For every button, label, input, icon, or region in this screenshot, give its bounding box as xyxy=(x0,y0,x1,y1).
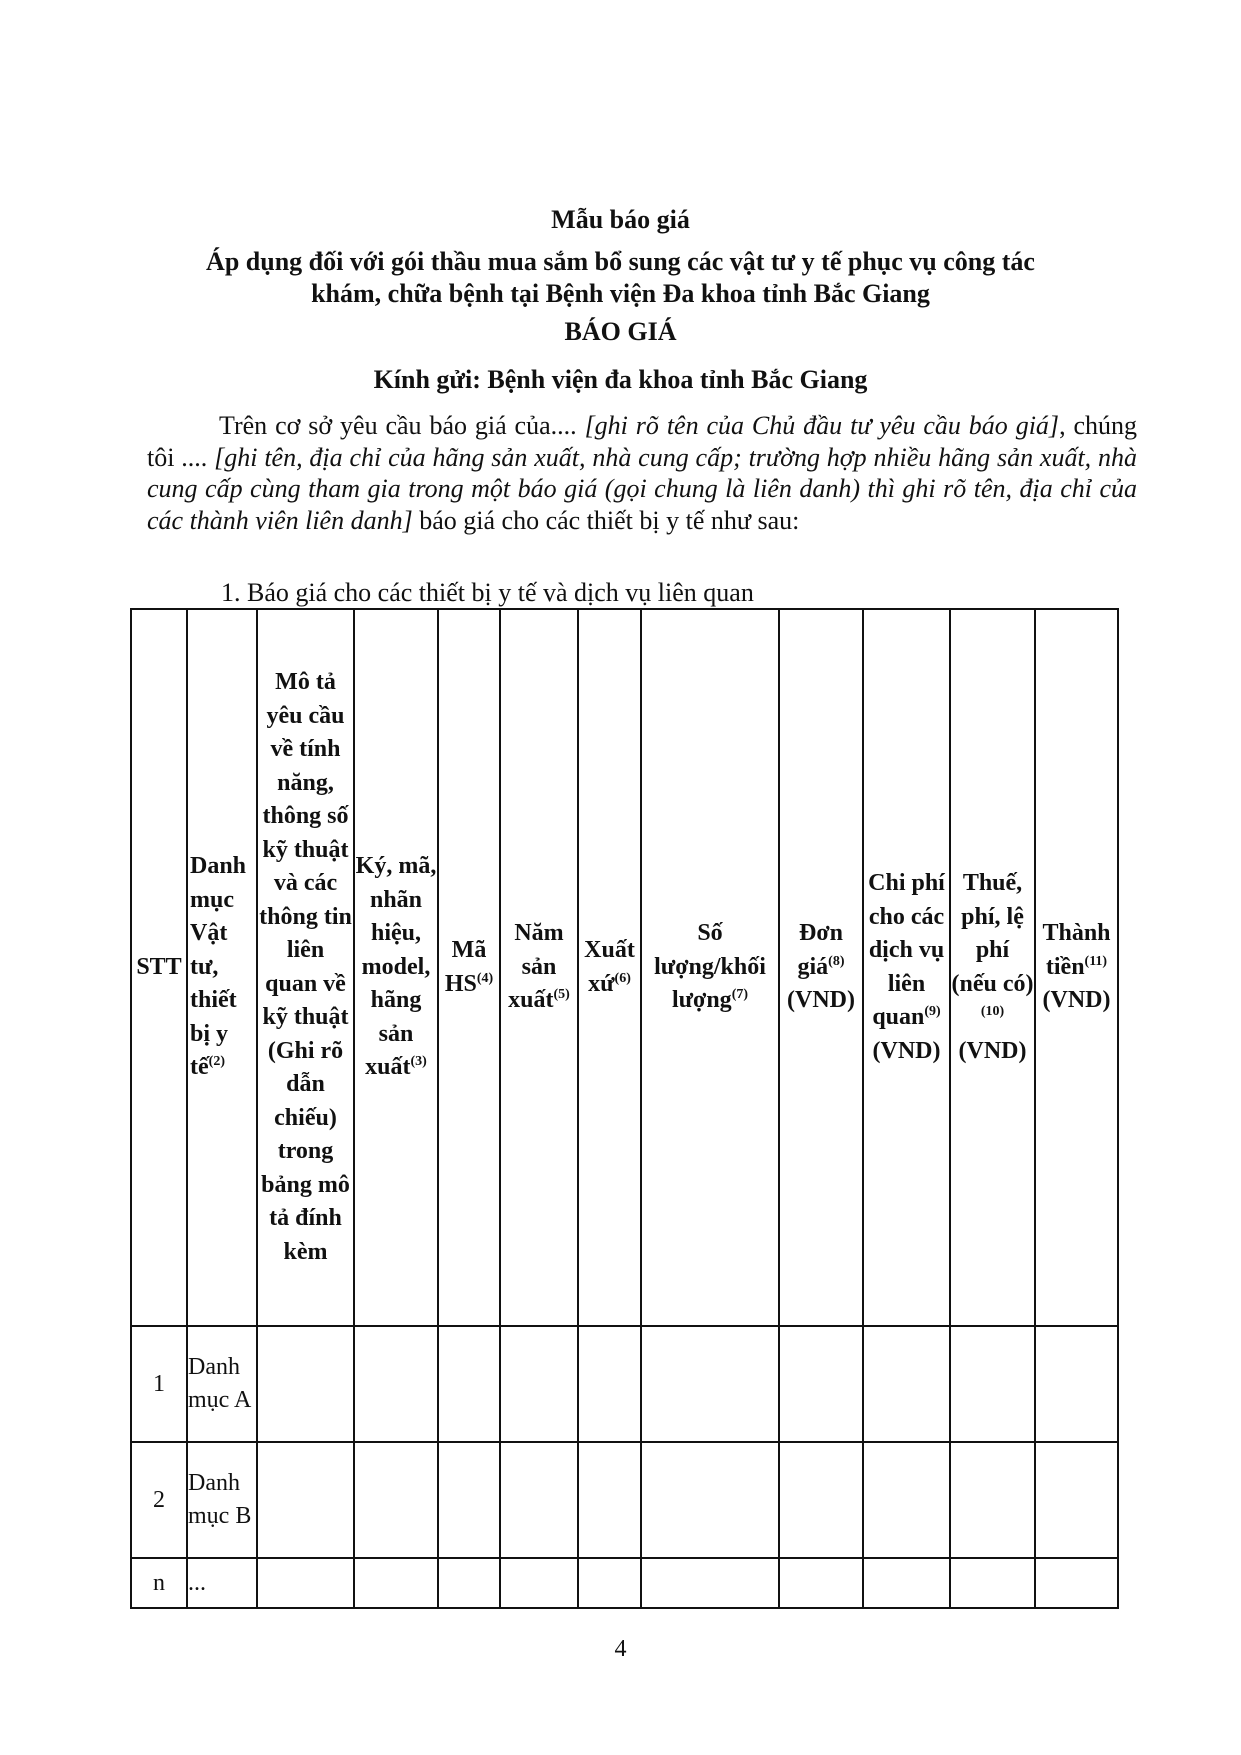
empty-cell xyxy=(438,1326,500,1442)
empty-cell xyxy=(500,1442,578,1558)
header-cell-stt: STT xyxy=(131,609,187,1326)
form-subtitle xyxy=(0,246,1241,310)
intro-text-1: Trên cơ sở yêu cầu báo giá của.... xyxy=(219,411,577,440)
section-heading: 1. Báo giá cho các thiết bị y tế và dịch vụ liên quan xyxy=(221,578,754,607)
header-cell-brand: Ký, mã, nhãn hiệu, model, hãng sản xuất$^{(3)}$ xyxy=(354,609,438,1326)
header-cell-origin: Xuất xứ$^{(6)}$ xyxy=(578,609,641,1326)
empty-cell xyxy=(863,1558,950,1608)
form-title: Mẫu báo giá xyxy=(551,205,690,234)
row-stt: 1 xyxy=(131,1326,187,1442)
empty-cell xyxy=(1035,1558,1118,1608)
empty-cell xyxy=(257,1442,354,1558)
header-cell-item: Danh mục Vật tư, thiết bị y tế$^{(2)}$ xyxy=(187,609,257,1326)
header-cell-year: Năm sản xuất$^{(5)}$ xyxy=(500,609,578,1326)
page-number: 4 xyxy=(614,1636,627,1662)
empty-cell xyxy=(863,1326,950,1442)
row-item: ... xyxy=(187,1558,257,1608)
empty-cell xyxy=(438,1558,500,1608)
empty-cell xyxy=(641,1442,779,1558)
header-cell-quantity: Số lượng/khối lượng$^{(7)}$ xyxy=(641,609,779,1326)
empty-cell xyxy=(1035,1326,1118,1442)
empty-cell xyxy=(500,1558,578,1608)
empty-cell xyxy=(354,1442,438,1558)
table-row xyxy=(131,1442,1118,1558)
row-item: Danh mục B xyxy=(187,1442,257,1558)
empty-cell xyxy=(863,1442,950,1558)
empty-cell xyxy=(578,1326,641,1442)
empty-cell xyxy=(578,1442,641,1558)
empty-cell xyxy=(354,1558,438,1608)
intro-text-3: báo giá cho các thiết bị y tế như sau: xyxy=(412,505,800,535)
empty-cell xyxy=(779,1558,863,1608)
header-cell-service-cost: Chi phí cho các dịch vụ liên quan$^{(9)}$ (VND) xyxy=(863,609,950,1326)
empty-cell xyxy=(438,1442,500,1558)
empty-cell xyxy=(257,1558,354,1608)
empty-cell xyxy=(578,1558,641,1608)
table-row xyxy=(131,1326,1118,1442)
intro-paragraph xyxy=(147,410,1137,536)
empty-cell xyxy=(779,1326,863,1442)
recipient-line: Kính gửi: Bệnh viện đa khoa tỉnh Bắc Giang xyxy=(373,365,868,394)
header-cell-tax: Thuế, phí, lệ phí (nếu có)$^{(10)}$ (VND) xyxy=(950,609,1035,1326)
intro-italic-2: [ghi tên, địa chỉ của hãng sản xuất, nhà cung cấp; trường hợp nhiều hãng sản xuất, nhà cung cấp cùng tham gia trong một báo giá (gọi chung là liên danh) thì ghi rõ tên, địa chỉ của các thành viên liên danh] xyxy=(147,442,1138,535)
header-cell-total: Thành tiền$^{(11)}$ (VND) xyxy=(1035,609,1118,1326)
subtitle-line-1: Áp dụng đối với gói thầu mua sắm bổ sung các vật tư y tế phục vụ công tác xyxy=(206,247,1035,276)
empty-cell xyxy=(641,1326,779,1442)
empty-cell xyxy=(500,1326,578,1442)
intro-italic-1: [ghi rõ tên của Chủ đầu tư yêu cầu báo giá] xyxy=(584,411,1060,440)
row-stt: 2 xyxy=(131,1442,187,1558)
empty-cell xyxy=(354,1326,438,1442)
header-cell-hs-code: Mã HS$^{(4)}$ xyxy=(438,609,500,1326)
subtitle-line-2: khám, chữa bệnh tại Bệnh viện Đa khoa tỉnh Bắc Giang xyxy=(311,279,930,308)
empty-cell xyxy=(641,1558,779,1608)
table-row xyxy=(131,1558,1118,1608)
table-header-row xyxy=(131,609,1118,1326)
empty-cell xyxy=(779,1442,863,1558)
empty-cell xyxy=(950,1326,1035,1442)
intro-text-2: , chúng tôi .... xyxy=(147,411,1138,472)
empty-cell xyxy=(950,1442,1035,1558)
document-title: BÁO GIÁ xyxy=(564,317,677,346)
quotation-table xyxy=(130,608,1119,1609)
empty-cell xyxy=(950,1558,1035,1608)
row-item: Danh mục A xyxy=(187,1326,257,1442)
empty-cell xyxy=(257,1326,354,1442)
row-stt: n xyxy=(131,1558,187,1608)
header-cell-description: Mô tả yêu cầu về tính năng, thông số kỹ thuật và các thông tin liên quan về kỹ thuật (Ghi rõ dẫn chiếu) trong bảng mô tả đính kèm xyxy=(257,609,354,1326)
header-cell-unit-price: Đơn giá$^{(8)}$ (VND) xyxy=(779,609,863,1326)
empty-cell xyxy=(1035,1442,1118,1558)
